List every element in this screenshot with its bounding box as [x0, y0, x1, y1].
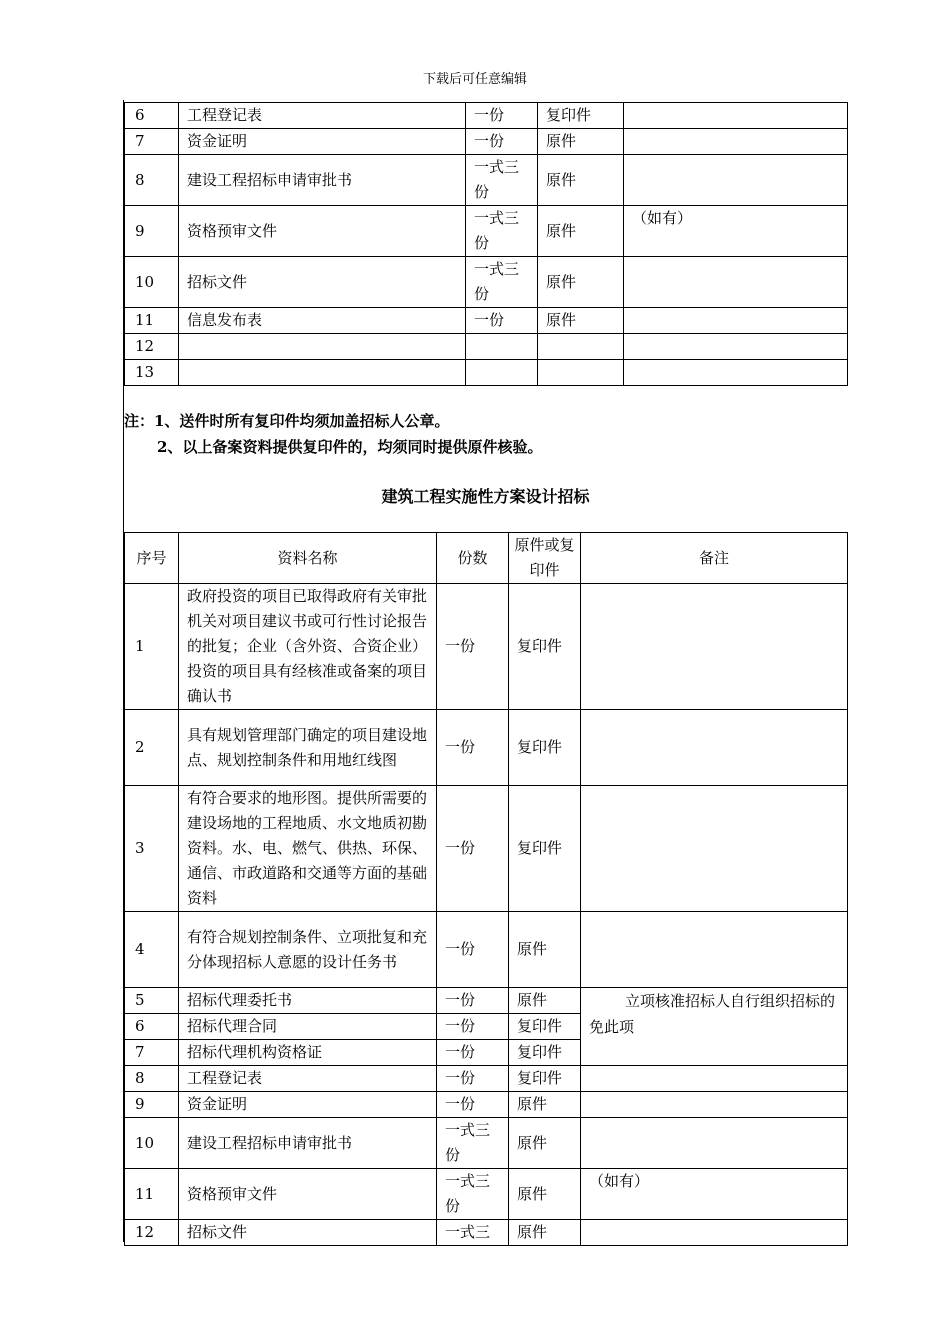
header-no: 序号 — [125, 533, 179, 584]
note-line-1: 注：1、送件时所有复印件均须加盖招标人公章。 — [124, 412, 450, 430]
table-row — [125, 1092, 848, 1118]
table-row — [125, 1066, 848, 1092]
table-row — [125, 360, 848, 386]
copies-count: 一份 — [466, 129, 538, 155]
header-remark: 备注 — [581, 533, 848, 584]
copies-count: 一式三份 — [437, 1118, 509, 1169]
copies-count — [466, 360, 538, 386]
material-name: 招标文件 — [179, 257, 466, 308]
table-row — [125, 786, 848, 912]
row-number: 12 — [125, 1220, 179, 1246]
copies-count: 一份 — [437, 584, 509, 710]
remark — [581, 1092, 848, 1118]
material-name: 建设工程招标申请审批书 — [179, 1118, 437, 1169]
remark — [624, 129, 848, 155]
document-type: 复印件 — [509, 1014, 581, 1040]
copies-count: 一份 — [437, 1040, 509, 1066]
material-name: 工程登记表 — [179, 103, 466, 129]
document-type: 原件 — [509, 1169, 581, 1220]
copies-count: 一式三 — [437, 1220, 509, 1246]
document-type: 复印件 — [509, 710, 581, 786]
material-name: 招标代理委托书 — [179, 988, 437, 1014]
copies-count: 一份 — [466, 103, 538, 129]
document-type: 原件 — [509, 1092, 581, 1118]
document-type: 原件 — [509, 1118, 581, 1169]
header-name: 资料名称 — [179, 533, 437, 584]
document-type: 原件 — [509, 1220, 581, 1246]
copies-count: 一式三份 — [466, 257, 538, 308]
document-type: 原件 — [538, 155, 624, 206]
row-number: 10 — [125, 1118, 179, 1169]
material-name: 招标代理合同 — [179, 1014, 437, 1040]
row-number: 4 — [125, 912, 179, 988]
remark — [581, 1066, 848, 1092]
remark — [581, 584, 848, 710]
table-row — [125, 155, 848, 206]
document-type: 复印件 — [509, 786, 581, 912]
copies-count: 一份 — [437, 1092, 509, 1118]
copies-count: 一式三份 — [466, 155, 538, 206]
header-qty: 份数 — [437, 533, 509, 584]
copies-count: 一份 — [437, 912, 509, 988]
copies-count: 一份 — [437, 988, 509, 1014]
table-row — [125, 308, 848, 334]
document-type: 原件 — [538, 308, 624, 334]
material-name: 招标文件 — [179, 1220, 437, 1246]
remark — [581, 786, 848, 912]
table-row — [125, 334, 848, 360]
material-name: 资格预审文件 — [179, 206, 466, 257]
table-row — [125, 129, 848, 155]
remark — [581, 912, 848, 988]
document-type — [538, 334, 624, 360]
row-number: 12 — [125, 334, 179, 360]
table-row — [125, 710, 848, 786]
material-name: 资格预审文件 — [179, 1169, 437, 1220]
row-number: 6 — [125, 103, 179, 129]
remark — [624, 257, 848, 308]
table-row — [125, 103, 848, 129]
table-row — [125, 1118, 848, 1169]
copies-count: 一式三份 — [466, 206, 538, 257]
remark: （如有） — [624, 206, 848, 257]
copies-count: 一份 — [437, 1066, 509, 1092]
remark — [624, 155, 848, 206]
copies-count: 一式三份 — [437, 1169, 509, 1220]
row-number: 7 — [125, 1040, 179, 1066]
page-header-note: 下载后可任意编辑 — [422, 72, 527, 87]
material-name: 政府投资的项目已取得政府有关审批机关对项目建议书或可行性讨论报告的批复；企业（含外资、合资企业）投资的项目具有经核准或备案的项目确认书 — [179, 584, 437, 710]
merged-remark: 立项核准招标人自行组织招标的免此项 — [581, 988, 848, 1066]
document-type: 复印件 — [509, 584, 581, 710]
table-row — [125, 206, 848, 257]
material-name: 招标代理机构资格证 — [179, 1040, 437, 1066]
copies-count: 一份 — [437, 710, 509, 786]
document-type: 原件 — [538, 129, 624, 155]
document-type: 原件 — [538, 257, 624, 308]
remark — [581, 1118, 848, 1169]
document-type: 原件 — [538, 206, 624, 257]
table-header-row — [125, 533, 848, 584]
section-title: 建筑工程实施性方案设计招标 — [381, 487, 590, 506]
material-name: 资金证明 — [179, 129, 466, 155]
document-type: 复印件 — [538, 103, 624, 129]
materials-table-continued — [124, 102, 848, 386]
row-number: 2 — [125, 710, 179, 786]
row-number: 8 — [125, 1066, 179, 1092]
design-bidding-materials-table — [124, 532, 848, 1246]
copies-count: 一份 — [437, 1014, 509, 1040]
material-name: 有符合要求的地形图。提供所需要的建设场地的工程地质、水文地质初勘资料。水、电、燃气、供热、环保、通信、市政道路和交通等方面的基础资料 — [179, 786, 437, 912]
table-row — [125, 988, 848, 1014]
row-number: 6 — [125, 1014, 179, 1040]
row-number: 1 — [125, 584, 179, 710]
copies-count: 一份 — [466, 308, 538, 334]
copies-count — [466, 334, 538, 360]
material-name — [179, 360, 466, 386]
material-name: 有符合规划控制条件、立项批复和充分体现招标人意愿的设计任务书 — [179, 912, 437, 988]
document-type: 复印件 — [509, 1040, 581, 1066]
row-number: 5 — [125, 988, 179, 1014]
note-line-2: 2、以上备案资料提供复印件的，均须同时提供原件核验。 — [157, 438, 543, 456]
remark — [581, 1220, 848, 1246]
row-number: 7 — [125, 129, 179, 155]
document-type: 原件 — [509, 988, 581, 1014]
row-number: 11 — [125, 308, 179, 334]
material-name: 信息发布表 — [179, 308, 466, 334]
document-type: 复印件 — [509, 1066, 581, 1092]
row-number: 9 — [125, 206, 179, 257]
material-name: 工程登记表 — [179, 1066, 437, 1092]
row-number: 8 — [125, 155, 179, 206]
remark — [624, 308, 848, 334]
remark: （如有） — [581, 1169, 848, 1220]
row-number: 3 — [125, 786, 179, 912]
document-type: 原件 — [509, 912, 581, 988]
material-name: 资金证明 — [179, 1092, 437, 1118]
document-type — [538, 360, 624, 386]
material-name — [179, 334, 466, 360]
remark — [581, 710, 848, 786]
remark — [624, 334, 848, 360]
row-number: 11 — [125, 1169, 179, 1220]
material-name: 具有规划管理部门确定的项目建设地点、规划控制条件和用地红线图 — [179, 710, 437, 786]
table-row — [125, 257, 848, 308]
row-number: 13 — [125, 360, 179, 386]
header-type: 原件或复印件 — [509, 533, 581, 584]
table-row — [125, 1220, 848, 1246]
remark — [624, 103, 848, 129]
material-name: 建设工程招标申请审批书 — [179, 155, 466, 206]
table-row — [125, 1169, 848, 1220]
row-number: 9 — [125, 1092, 179, 1118]
remark — [624, 360, 848, 386]
table-row — [125, 912, 848, 988]
copies-count: 一份 — [437, 786, 509, 912]
table-row — [125, 584, 848, 710]
row-number: 10 — [125, 257, 179, 308]
